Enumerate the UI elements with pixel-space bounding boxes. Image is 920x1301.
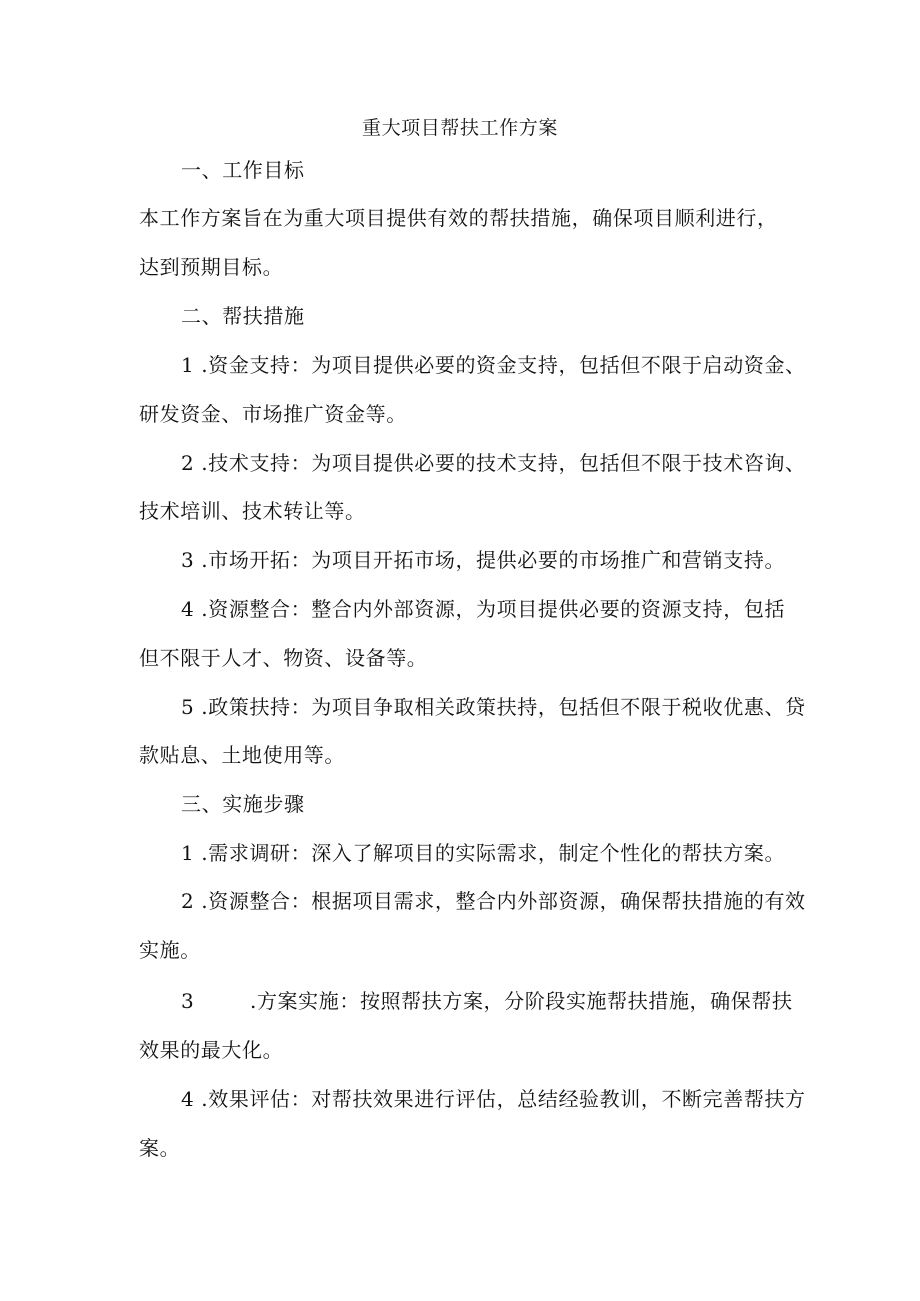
measure-item-4-line-1: 4 .资源整合：整合内外部资源，为项目提供必要的资源支持，包括 [181, 597, 786, 621]
step-4-line-2: 案。 [139, 1136, 181, 1160]
step-2-line-1: 2 .资源整合：根据项目需求，整合内外部资源，确保帮扶措施的有效 [181, 889, 806, 913]
section-heading-goals: 一、工作目标 [181, 158, 305, 182]
measure-item-5-line-1: 5 .政策扶持：为项目争取相关政策扶持，包括但不限于税收优惠、贷 [181, 695, 806, 719]
goals-paragraph-line-2: 达到预期目标。 [139, 255, 284, 279]
step-2-line-2: 实施。 [139, 938, 201, 962]
goals-paragraph-line-1: 本工作方案旨在为重大项目提供有效的帮扶措施，确保项目顺利进行， [139, 206, 778, 230]
section-heading-measures: 二、帮扶措施 [181, 304, 305, 328]
measure-item-3-line-1: 3 .市场开拓：为项目开拓市场，提供必要的市场推广和营销支持。 [181, 548, 786, 572]
measure-item-1-line-2: 研发资金、市场推广资金等。 [139, 402, 407, 426]
section-heading-steps: 三、实施步骤 [181, 792, 305, 816]
measure-item-2-line-1: 2 .技术支持：为项目提供必要的技术支持，包括但不限于技术咨询、 [181, 451, 806, 475]
step-3-line-1: 3 .方案实施：按照帮扶方案，分阶段实施帮扶措施，确保帮扶 [181, 989, 793, 1013]
step-4-line-1: 4 .效果评估：对帮扶效果进行评估，总结经验教训，不断完善帮扶方 [181, 1087, 806, 1111]
measure-item-2-line-2: 技术培训、技术转让等。 [139, 499, 366, 523]
measure-item-4-line-2: 但不限于人才、物资、设备等。 [139, 646, 428, 670]
measure-item-1-line-1: 1 .资金支持：为项目提供必要的资金支持，包括但不限于启动资金、 [181, 353, 806, 377]
measure-item-5-line-2: 款贴息、土地使用等。 [139, 743, 345, 767]
page-title: 重大项目帮扶工作方案 [361, 117, 558, 139]
step-1-line-1: 1 .需求调研：深入了解项目的实际需求，制定个性化的帮扶方案。 [181, 841, 786, 865]
step-3-line-2: 效果的最大化。 [139, 1038, 284, 1062]
